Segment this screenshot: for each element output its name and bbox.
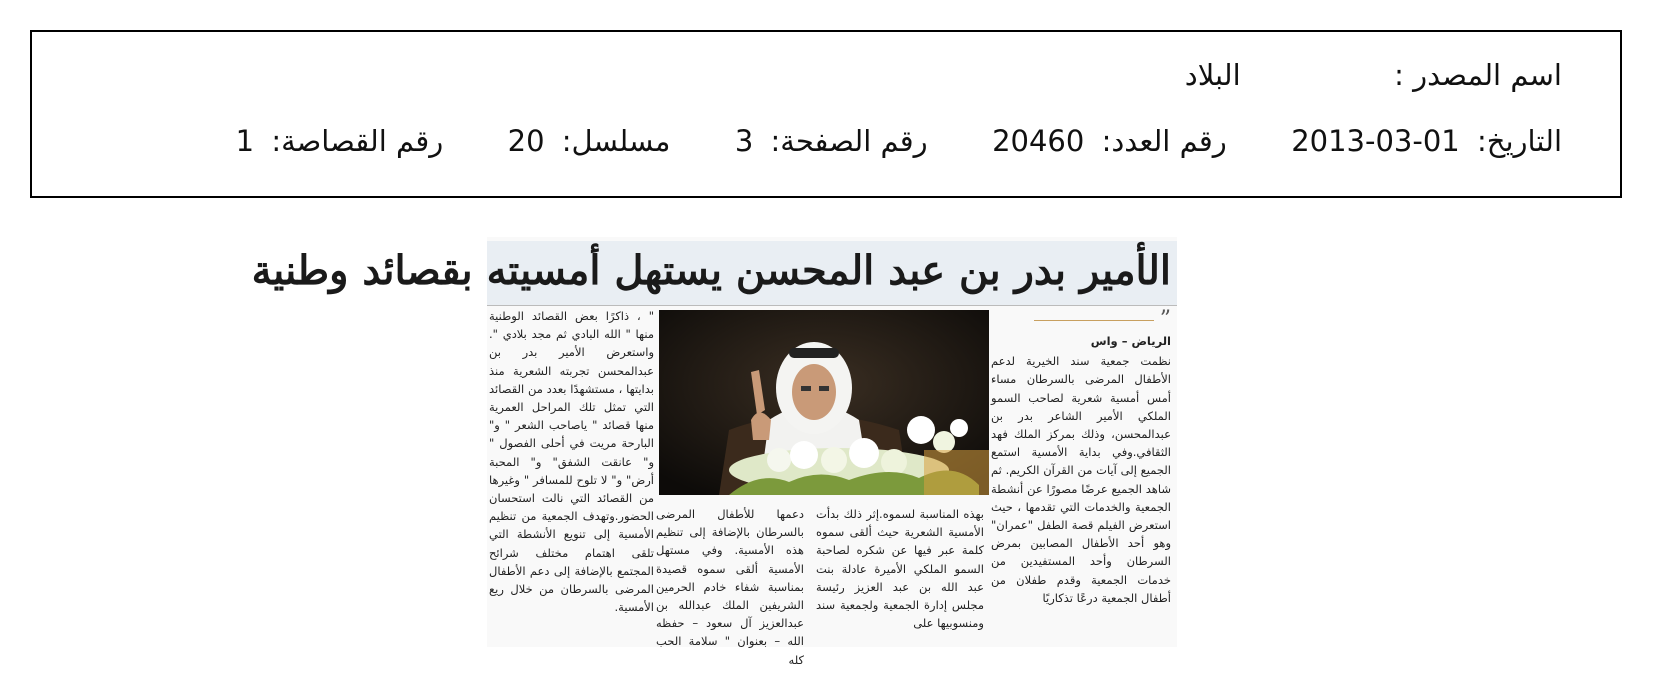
page-label: رقم الصفحة: [770, 124, 928, 158]
clip-label: رقم القصاصة: [271, 124, 444, 158]
source-label: اسم المصدر : [1394, 58, 1562, 92]
article-byline: الرياض – واس [1090, 334, 1171, 348]
column-text-right: نظمت جمعية سند الخيرية لدعم الأطفال المرضى بالسرطان مساء أمس أمسية شعرية لصاحب السمو الملكي الأمير الشاعر بدر بن عبدالمحسن، وذلك بمركز الملك فهد الثقافي.وفي بداية الأمسية استمع الجميع إلى آيات من القرآن الكريم. ثم شاهد الجميع عرضًا مصورًا عن أنشطة الجمعية والخدمات التي تقدمها ، حيث استعرض الفيلم قصة الطفل "عمران" وهو أحد الأطفال المصابين بمرض السرطان وأحد المستفيدين من خدمات الجمعية وقدم طفلان من أطفال الجمعية درعًا تذكاريًا [991, 354, 1171, 605]
article-column-left: " ، ذاكرًا بعض القصائد الوطنية منها " الله البادي ثم مجد بلادي ". واستعرض الأمير بدر بن عبدالمحسن تجربته الشعرية منذ بدايتها ، مستشهدًا بعدد من القصائد التي تمثل تلك المراحل العمرية منها قصائد " ياصاحب الشعر " و" البارحة مريت في أحلى الفصول " و" عانقت الشفق" و" المحبة أرض" و" لا تلوح للمسافر " وغيرها من القصائد التي نالت استحسان الحضور.وتهدف الجمعية من تنظيم الأمسية إلى تنويع الأنشطة التي تلقى اهتمام مختلف شرائح المجتمع بالإضافة إلى دعم الأطفال المرضى بالسرطان من خلال ريع الأمسية. [489, 309, 654, 615]
serial-value: 20 [507, 124, 545, 158]
source-value: البلاد [1184, 58, 1241, 92]
meta-row [236, 124, 1562, 158]
serial-label: مسلسل: [561, 124, 671, 158]
newspaper-clipping [251, 237, 1177, 667]
speaker-photo [659, 310, 989, 495]
source-info-box [30, 30, 1622, 198]
issue-label: رقم العدد: [1101, 124, 1227, 158]
date-label: التاريخ: [1476, 124, 1562, 158]
page-value: 3 [734, 124, 754, 158]
decorative-line [1034, 320, 1154, 321]
source-row [1185, 58, 1562, 92]
speaker-photo-icon [659, 310, 989, 495]
date-value: 2013-03-01 [1291, 124, 1460, 158]
quote-icon: ” [1159, 307, 1171, 332]
article-headline: الأمير بدر بن عبد المحسن يستهل أمسيته بقصائد وطنية [251, 247, 1171, 294]
article-column-right [991, 307, 1171, 607]
clip-value: 1 [235, 124, 255, 158]
issue-value: 20460 [992, 124, 1085, 158]
headline-bar [251, 241, 1177, 306]
article-column-mid-right: بهذه المناسبة لسموه.إثر ذلك بدأت الأمسية الشعرية حيث ألقى سموه كلمة عبر فيها عن شكره لصاحبة السمو الملكي الأميرة عادلة بنت عبد الله بن عبد العزيز رئيسة مجلس إدارة الجمعية ولجمعية سند ومنسوبيها على [816, 507, 984, 631]
article-column-mid-left: دعمها للأطفال المرضى بالسرطان بالإضافة إلى تنظيم هذه الأمسية. وفي مستهل الأمسية ألقى سموه قصيدة بمناسبة شفاء خادم الحرمين الشريفين الملك عبدالله بن عبدالعزيز آل سعود – حفظه الله – بعنوان " سلامة الحب كله [656, 507, 804, 667]
quote-decoration [991, 307, 1171, 332]
